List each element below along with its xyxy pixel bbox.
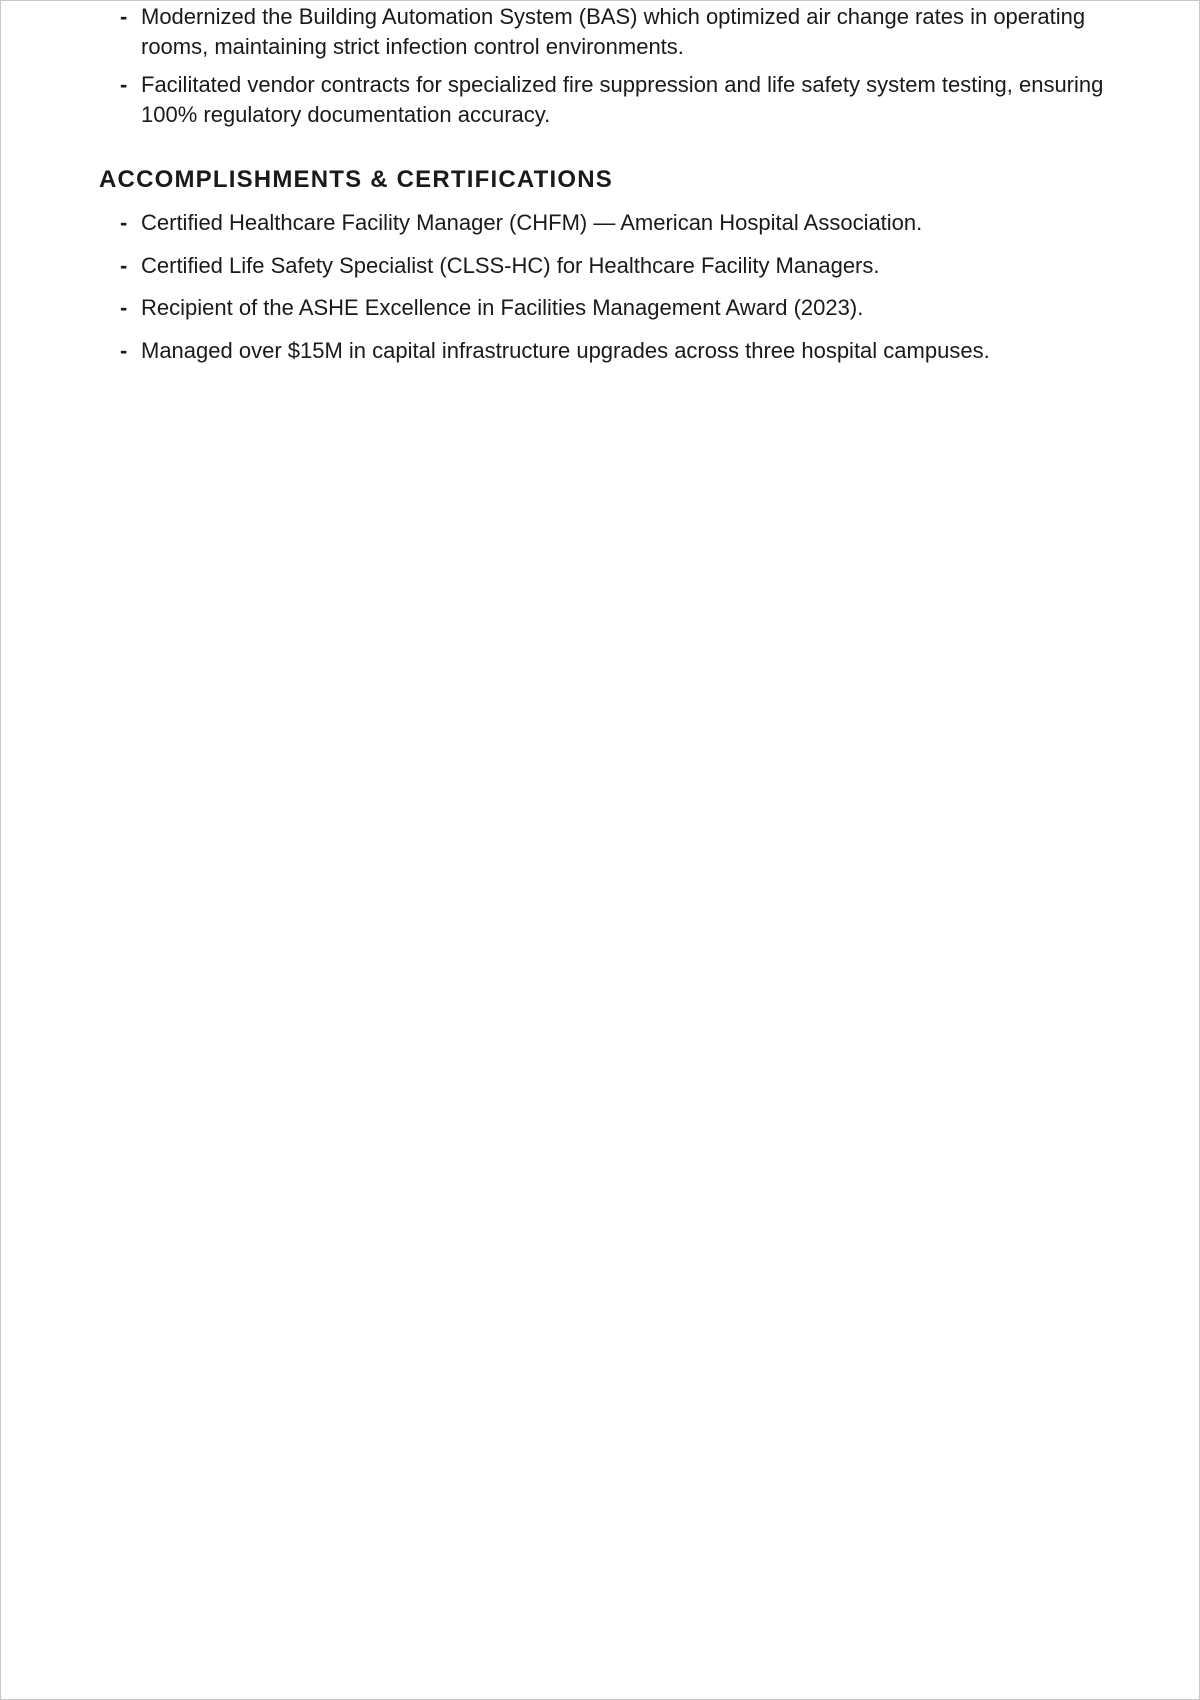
list-item xyxy=(99,2,1129,62)
bullet-dash: - xyxy=(120,210,128,235)
bullet-dash: - xyxy=(120,72,128,97)
list-item xyxy=(99,70,1129,130)
list-item xyxy=(99,293,1129,323)
bullet-dash: - xyxy=(120,295,128,320)
list-item xyxy=(99,208,1129,238)
list-item xyxy=(99,336,1129,366)
section-heading-accomplishments: ACCOMPLISHMENTS & CERTIFICATIONS xyxy=(99,166,613,193)
experience-bullet-list xyxy=(99,2,1129,138)
bullet-text: Certified Healthcare Facility Manager (CHFM) — American Hospital Association. xyxy=(141,210,923,235)
accomplishments-bullet-list xyxy=(99,208,1129,378)
bullet-text: Managed over $15M in capital infrastructure upgrades across three hospital campuses. xyxy=(141,337,990,363)
bullet-text: Modernized the Building Automation System (BAS) which optimized air change rates in operating rooms, maintaining strict infection control environments. xyxy=(141,4,1086,59)
bullet-text: Recipient of the ASHE Excellence in Facilities Management Award (2023). xyxy=(141,295,864,320)
bullet-dash: - xyxy=(120,337,128,363)
bullet-dash: - xyxy=(120,4,128,29)
bullet-text: Facilitated vendor contracts for specialized fire suppression and life safety system testing, ensuring 100% regulatory documentation accuracy. xyxy=(141,72,1104,127)
bullet-text: Certified Life Safety Specialist (CLSS-HC) for Healthcare Facility Managers. xyxy=(141,252,880,278)
bullet-dash: - xyxy=(120,252,128,278)
list-item xyxy=(99,251,1129,281)
